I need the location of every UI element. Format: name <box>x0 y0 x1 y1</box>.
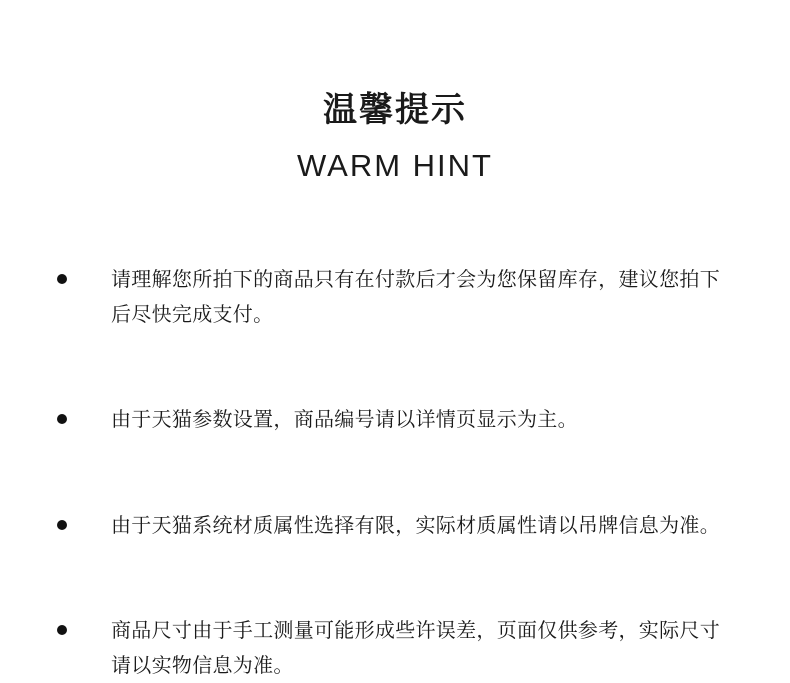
page-subtitle: WARM HINT <box>297 148 493 183</box>
hint-text: 商品尺寸由于手工测量可能形成些许误差，页面仅供参考，实际尺寸请以实物信息为准。 <box>111 618 720 677</box>
bullet-icon <box>57 520 67 530</box>
bullet-icon <box>57 274 67 284</box>
hint-text: 由于天猫系统材质属性选择有限，实际材质属性请以吊牌信息为准。 <box>111 513 720 537</box>
bullet-icon <box>57 414 67 424</box>
hint-text: 由于天猫参数设置，商品编号请以详情页显示为主。 <box>111 407 578 431</box>
hint-text: 请理解您所拍下的商品只有在付款后才会为您保留库存，建议您拍下后尽快完成支付。 <box>111 267 720 326</box>
page-title: 温馨提示 <box>323 90 467 130</box>
bullet-icon <box>57 625 67 635</box>
